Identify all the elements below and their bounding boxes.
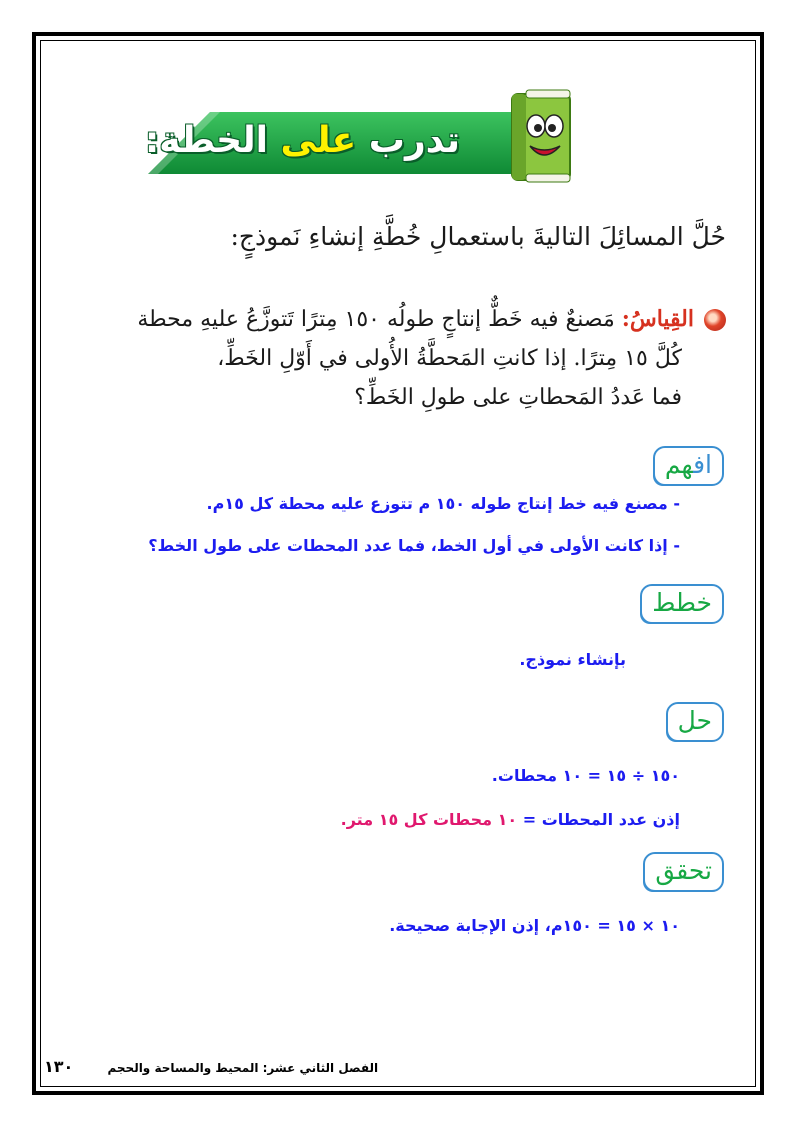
problem-line-3: فما عَددُ المَحطاتِ على طولِ الخَطِّ؟ [354,385,682,410]
understand-line-1: - مصنع فيه خط إنتاج طوله ١٥٠ م تتوزع عليه محطة كل ١٥م. [206,494,680,513]
check-line-1: ١٠ × ١٥ = ١٥٠م، إذن الإجابة صحيحة. [389,916,680,935]
instructions: حُلَّ المسائِلَ التاليةَ باستعمالِ خُطَّةِ إنشاءِ نَموذجٍ: [230,222,726,251]
book-mascot-icon [506,86,578,186]
step-label-solve: حل [666,702,724,742]
problem-statement [86,300,726,417]
plan-line-1: بإنشاء نموذج. [519,650,626,669]
problem-bullet-icon [704,309,726,331]
understand-line-2: - إذا كانت الأولى في أول الخط، فما عدد المحطات على طول الخط؟ [148,536,680,555]
problem-text-1: مَصنعٌ فيه خَطٌّ إنتاجٍ طولُه ١٥٠ مِترًا تَتوزَّعُ عليهِ محطة [137,307,615,332]
problem-line-1 [86,300,726,339]
solve-line-2 [341,810,680,829]
solve-line-1: ١٥٠ ÷ ١٥ = ١٠ محطات. [491,766,680,785]
problem-label: القِياسُ: [621,306,694,332]
banner-word-1: تدرب [368,120,460,161]
step-label-plan: خطط [640,584,724,624]
problem-line-2: كُلَّ ١٥ مِترًا. إذا كانتِ المَحطَّةُ الأُولى في أَوّلِ الخَطِّ، [217,346,682,371]
solve-line-2-b: ١٠ محطات كل ١٥ متر. [340,810,518,829]
footer-chapter: الفصل الثاني عشر: المحيط والمساحة والحجم [107,1061,379,1075]
banner-word-2: على [280,120,357,161]
solve-line-2-a: إذن عدد المحطات = [517,810,680,829]
understand-label-pre: اف [693,450,712,479]
step-label-check: تحقق [643,852,724,892]
step-label-understand [653,446,724,486]
practice-banner [144,112,548,174]
banner-title [145,120,460,161]
page-footer [44,1057,378,1076]
understand-label-post: هم [664,450,694,479]
page-number: ١٣٠ [44,1057,74,1076]
banner-word-3: الخطة: [144,120,268,161]
